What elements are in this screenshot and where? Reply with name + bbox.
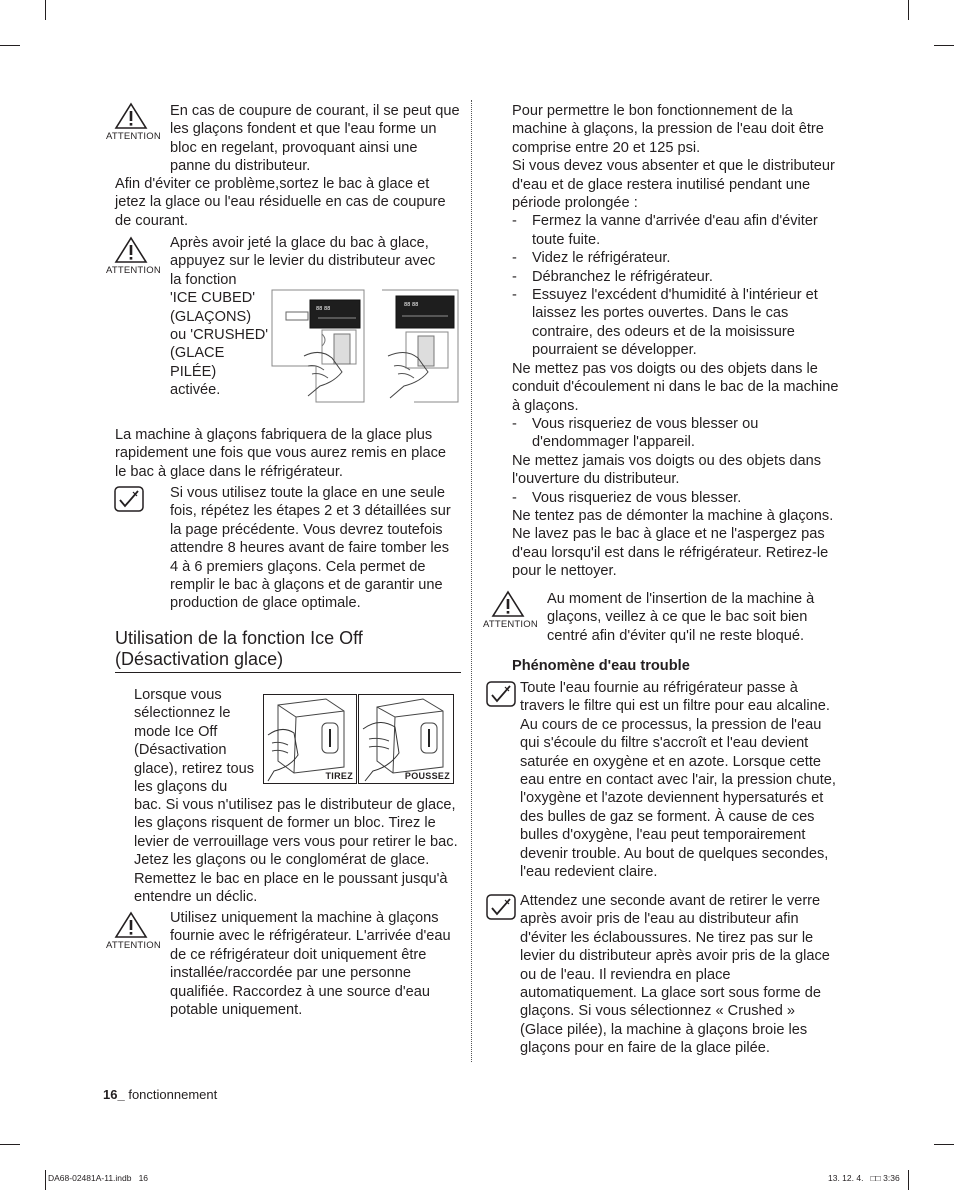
push-label: POUSSEZ — [404, 771, 450, 781]
print-slug-right: 13. 12. 4. □□ 3:36 — [828, 1173, 900, 1183]
note-text: Toute l'eau fournie au réfrigérateur passe à travers le filtre qui est un filtre pour eau alcaline. Au cours de ce processus, la pression de l'eau qui s'écoule du filtre s'accroît et l'eau devient saturée en oxygène et en azote. Lorsque cette eau entre en contact avec l'air, la pression chute, l'oxygène et l'azote deviennent hypersaturés et des bulles de gaz se forment. À cause de ces bulles d'oxygène, l'eau peut temporairement devenir trouble. Au bout de quelques secondes, l'eau redevient claire. — [520, 680, 836, 881]
attention-warning-icon — [106, 102, 161, 142]
note-pencil-icon — [486, 681, 516, 707]
warning-text: Au moment de l'insertion de la machine à glaçons, veillez à ce que le bac soit bien centré afin d'éviter qu'il ne reste bloqué. — [547, 591, 815, 644]
warning-line: 'ICE CUBED' — [170, 290, 256, 307]
warning-text: En cas de coupure de courant, il se peut que les glaçons fondent et que l'eau forme un bloc en regelant, provoquant ainsi une panne du distributeur. — [170, 103, 460, 175]
warning-line: ou 'CRUSHED' — [170, 327, 269, 344]
paragraph: La machine à glaçons fabriquera de la glace plus rapidement une fois que vous aurez remis en place le bac à glace dans le réfrigérateur. — [115, 427, 446, 480]
ice-off-line: mode Ice Off — [134, 723, 218, 740]
paragraph: Si vous devez vous absenter et que le distributeur d'eau et de glace restera inutilisé pendant une période prolongée : — [512, 158, 835, 212]
ice-off-line: Lorsque vous — [134, 687, 222, 703]
ice-off-line: glace), retirez tous — [134, 760, 255, 777]
note-pencil-icon — [486, 894, 516, 920]
attention-label: ATTENTION — [106, 265, 161, 276]
crop-mark — [934, 1144, 954, 1145]
ice-off-line: les glaçons du — [134, 779, 228, 796]
paragraph: Ne mettez pas vos doigts ou des objets dans le conduit d'écoulement ni dans le bac de la machine à glaçons. — [512, 360, 839, 414]
note-text: Si vous utilisez toute la glace en une seule fois, répétez les étapes 2 et 3 détaillées sur la page précédente. Vous devrez toutefois attendre 8 heures avant de faire tomber les 4 à 6 premiers glaçons. Cela permet de remplir le bac à glaçons et de garantir une production de glace optimale. — [170, 485, 451, 612]
note-pencil-icon — [114, 486, 144, 512]
ice-off-line: (Désactivation — [134, 742, 227, 759]
list-item: - Essuyez l'excédent d'humidité à l'intérieur et laissez les portes ouvertes. Dans le cas contraire, des odeurs et de la moisissure pourraient se développer. — [512, 286, 842, 360]
list-item: - Débranchez le réfrigérateur. — [512, 268, 842, 286]
crop-mark — [0, 1144, 20, 1145]
pull-label: TIREZ — [325, 771, 353, 781]
attention-label: ATTENTION — [483, 619, 538, 630]
warning-line: Après avoir jeté la glace du bac à glace, appuyez sur le levier du distributeur avec — [170, 235, 436, 270]
warning-line: PILÉE) — [170, 363, 217, 380]
subheading: Phénomène d'eau trouble — [512, 658, 690, 674]
page-footer — [103, 1087, 217, 1102]
attention-label: ATTENTION — [106, 940, 161, 951]
attention-warning-icon — [483, 590, 538, 630]
list-item: - Videz le réfrigérateur. — [512, 249, 842, 267]
paragraph: Ne mettez jamais vos doigts ou des objets dans l'ouverture du distributeur. — [512, 452, 822, 488]
list-item: - Vous risqueriez de vous blesser. — [512, 489, 842, 507]
paragraph: Afin d'éviter ce problème,sortez le bac à glace et jetez la glace ou l'eau résiduelle en cas de coupure de courant. — [115, 176, 446, 229]
attention-warning-icon — [106, 236, 161, 276]
ice-off-line: sélectionnez le — [134, 705, 231, 722]
heading-line: Utilisation de la fonction Ice Off — [115, 628, 363, 648]
note-text: Attendez une seconde avant de retirer le verre après avoir pris de l'eau au distributeur afin d'éviter les éclaboussures. Ne tirez pas sur le levier du distributeur après avoir pris de la glace ou de l'eau. Il reviendra en place automatiquement. La glace sort sous forme de glaçons. Si vous sélectionnez « Crushed » (Glace pilée), la machine à glaçons broie les glaçons pour en faire de la glace pilée. — [520, 893, 830, 1057]
crop-mark — [45, 0, 46, 20]
crop-mark — [0, 45, 20, 46]
crop-mark — [908, 1170, 909, 1190]
svg-text:88 88: 88 88 — [316, 306, 331, 312]
dispenser-illustration — [264, 286, 460, 406]
crop-mark — [45, 1170, 46, 1190]
warning-line: la fonction — [170, 271, 237, 288]
paragraph: Ne tentez pas de démonter la machine à glaçons. Ne lavez pas le bac à glace et ne l'aspergez pas d'eau lorsqu'il est dans le réfrigérateur. Retirez-le pour le nettoyer. — [512, 507, 834, 580]
precaution-list — [512, 212, 842, 359]
section-name: fonctionnement — [128, 1087, 218, 1102]
column-divider — [471, 100, 472, 1062]
list-item: - Vous risqueriez de vous blesser ou d'endommager l'appareil. — [512, 415, 842, 452]
page-number: 16_ — [103, 1087, 125, 1102]
svg-text:88 88: 88 88 — [404, 302, 419, 308]
ice-bucket-push-figure — [358, 694, 454, 784]
print-slug-left: DA68-02481A-11.indb 16 — [48, 1173, 149, 1183]
heading-line: (Désactivation glace) — [115, 649, 284, 669]
ice-bucket-pull-figure — [263, 694, 357, 784]
right-column-text — [512, 102, 842, 581]
paragraph: bac. Si vous n'utilisez pas le distributeur de glace, les glaçons risquent de former un bloc. Tirez le levier de verrouillage vers vous pour retirer le bac. Jetez les glaçons ou le conglomérat de glace. Remettez le bac en place en le poussant jusqu'à entendre un déclic. — [134, 797, 458, 906]
list-item: - Fermez la vanne d'arrivée d'eau afin d'éviter toute fuite. — [512, 212, 842, 249]
precaution-list — [512, 415, 842, 452]
ice-off-intro — [134, 686, 264, 796]
paragraph: Pour permettre le bon fonctionnement de la machine à glaçons, la pression de l'eau doit être comprise entre 20 et 125 psi. — [512, 103, 824, 156]
precaution-list — [512, 489, 842, 507]
warning-text: Utilisez uniquement la machine à glaçons fournie avec le réfrigérateur. L'arrivée d'eau de ce réfrigérateur doit uniquement être installée/raccordée par une personne qualifiée. Raccordez à une source d'eau potable uniquement. — [170, 910, 451, 1019]
warning-line: (GLACE — [170, 345, 225, 362]
section-heading — [115, 628, 461, 673]
crop-mark — [934, 45, 954, 46]
warning-line: (GLAÇONS) — [170, 308, 252, 325]
attention-label: ATTENTION — [106, 131, 161, 142]
warning-line: activée. — [170, 382, 221, 399]
crop-mark — [908, 0, 909, 20]
attention-warning-icon — [106, 911, 161, 951]
